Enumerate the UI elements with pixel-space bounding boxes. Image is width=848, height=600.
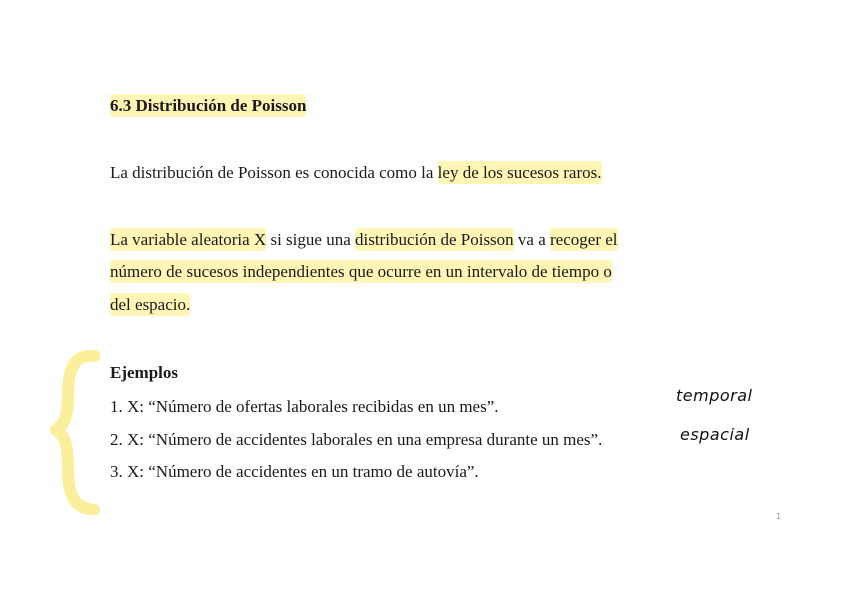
page-number: 1 xyxy=(776,512,782,521)
definition-line-3 xyxy=(110,294,190,316)
example-item-3: 3. X: “Número de accidentes en un tramo de autovía”. xyxy=(110,462,479,481)
section-heading xyxy=(110,95,306,117)
curly-brace-annotation xyxy=(50,350,100,515)
definition-text-b: si sigue una xyxy=(266,230,355,249)
definition-highlight-line-2: número de sucesos independientes que ocurre en un intervalo de tiempo o xyxy=(110,262,612,281)
example-item-1: 1. X: “Número de ofertas laborales recibidas en un mes”. xyxy=(110,397,499,416)
definition-highlight-c: distribución de Poisson xyxy=(355,230,514,249)
definition-highlight-line-3: del espacio. xyxy=(110,295,191,314)
example-item-2: 2. X: “Número de accidentes laborales en una empresa durante un mes”. xyxy=(110,430,603,449)
definition-highlight-a: La variable aleatoria X xyxy=(110,230,267,249)
definition-line-2 xyxy=(110,261,612,283)
definition-highlight-e: recoger el xyxy=(550,230,618,249)
examples-title: Ejemplos xyxy=(110,363,178,382)
intro-highlight: ley de los sucesos raros. xyxy=(437,163,602,182)
definition-line-1 xyxy=(110,229,618,251)
definition-text-d: va a xyxy=(513,230,551,249)
intro-text: La distribución de Poisson es conocida como la xyxy=(110,163,438,182)
handwritten-espacial: espacial xyxy=(680,425,750,444)
intro-paragraph xyxy=(110,162,602,184)
heading-text: 6.3 Distribución de Poisson xyxy=(110,96,307,115)
handwritten-temporal: temporal xyxy=(676,386,753,405)
